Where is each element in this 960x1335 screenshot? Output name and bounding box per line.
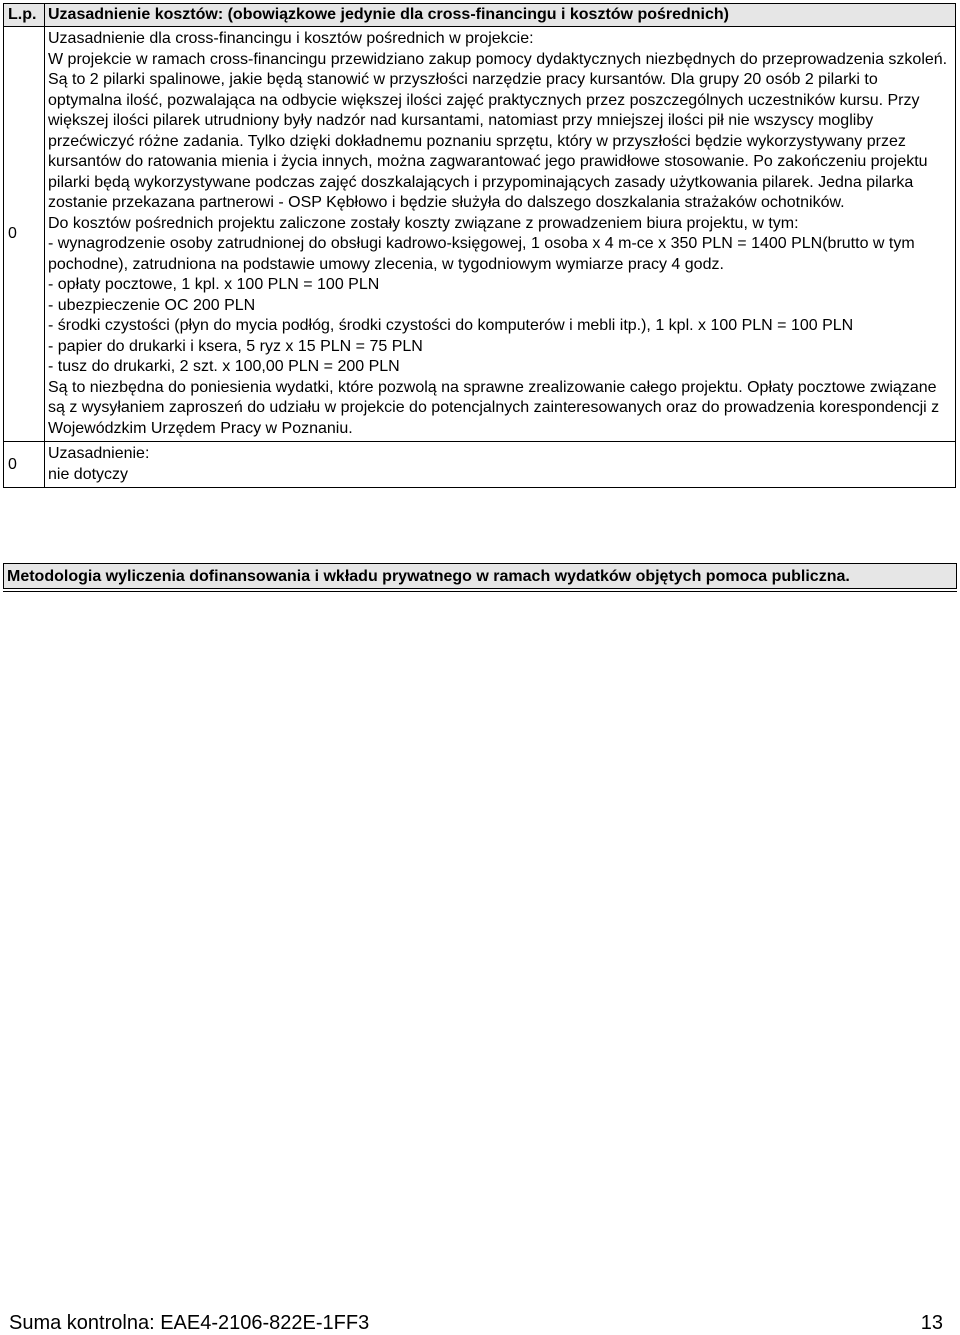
header-title: Uzasadnienie kosztów: (obowiązkowe jedynie dla cross-financingu i kosztów pośrednich) (45, 4, 956, 27)
paragraph: Uzasadnienie: (48, 445, 150, 462)
table-row (4, 27, 956, 442)
section-divider (3, 591, 957, 592)
paragraph: - wynagrodzenie osoby zatrudnionej do obsługi kadrowo-księgowej, 1 osoba x 4 m-ce x 350 PLN = 1400 PLN(brutto w tym pochodne), zatrudniona na podstawie umowy zlecenia, w tygodniowym wymiarze pracy 4 godz. (48, 235, 920, 273)
row-content (45, 442, 956, 488)
paragraph: Są to niezbędna do poniesienia wydatki, które pozwolą na sprawne zrealizowanie całego projektu. Opłaty pocztowe związane są z wysyłaniem zaproszeń do udziału w projekcie do potencjalnych zainteresowanych oraz do prowadzenia korespondencji z Wojewódzkim Urzędem Pracy w Poznaniu. (48, 378, 944, 437)
paragraph: - opłaty pocztowe, 1 kpl. x 100 PLN = 100 PLN (48, 276, 380, 293)
table-row (4, 442, 956, 488)
table-header-row (4, 4, 956, 27)
paragraph: nie dotyczy (48, 465, 129, 483)
page-number: 13 (920, 1312, 943, 1334)
section-title: Metodologia wyliczenia dofinansowania i wkładu prywatnego w ramach wydatków objętych pomoca publiczna. (3, 563, 957, 589)
paragraph: W projekcie w ramach cross-financingu przewidziano zakup pomocy dydaktycznych niezbędnych do przeprowadzenia szkoleń. Są to 2 pilarki spalinowe, jakie będą stanowić w przyszłości narzędzie pracy kursantów. Dla grupy 20 osób 2 pilarki to optymalna ilość, pozwalająca na odbycie większej ilości zajęć praktycznych przez poszczególnych uczestników kursu. Przy większej ilości pilarek utrudniony były nadzór nad kursantami, natomiast przy mniejszej ilości pił nie wszyscy mogliby przećwiczyć różne zadania. Tylko dzięki dokładnemu poznaniu sprzętu, który w przyszłości będzie wykorzystywany przez kursantów do ratowania mienia i życia innych, można zagwarantować jego prawidłowe stosowanie. Po zakończeniu projektu pilarki będą wykorzystywane podczas zajęć doszkalających i przypominających zasady użytkowania pilarek. Jedna pilarka zostanie przekazana partnerowi - OSP Kębłowo i będzie służyła do dalszego doszkalania strażaków ochotników. (48, 50, 952, 211)
paragraph: - papier do drukarki i ksera, 5 ryz x 15 PLN = 75 PLN (48, 337, 423, 355)
row-number: 0 (4, 442, 45, 488)
paragraph: - ubezpieczenie OC 200 PLN (48, 296, 256, 314)
paragraph: - tusz do drukarki, 2 szt. x 100,00 PLN = 200 PLN (48, 358, 400, 375)
row-number: 0 (4, 27, 45, 442)
paragraph: Do kosztów pośrednich projektu zaliczone zostały koszty związane z prowadzeniem biura projektu, w tym: (48, 214, 799, 232)
checksum-text: Suma kontrolna: EAE4-2106-822E-1FF3 (9, 1312, 370, 1334)
row-content (45, 27, 956, 442)
paragraph: Uzasadnienie dla cross-financingu i kosztów pośrednich w projekcie: (48, 30, 534, 47)
paragraph: - środki czystości (płyn do mycia podłóg, środki czystości do komputerów i mebli itp.), 1 kpl. x 100 PLN = 100 PLN (48, 317, 854, 334)
justification-table (3, 3, 956, 488)
header-lp: L.p. (4, 4, 45, 27)
